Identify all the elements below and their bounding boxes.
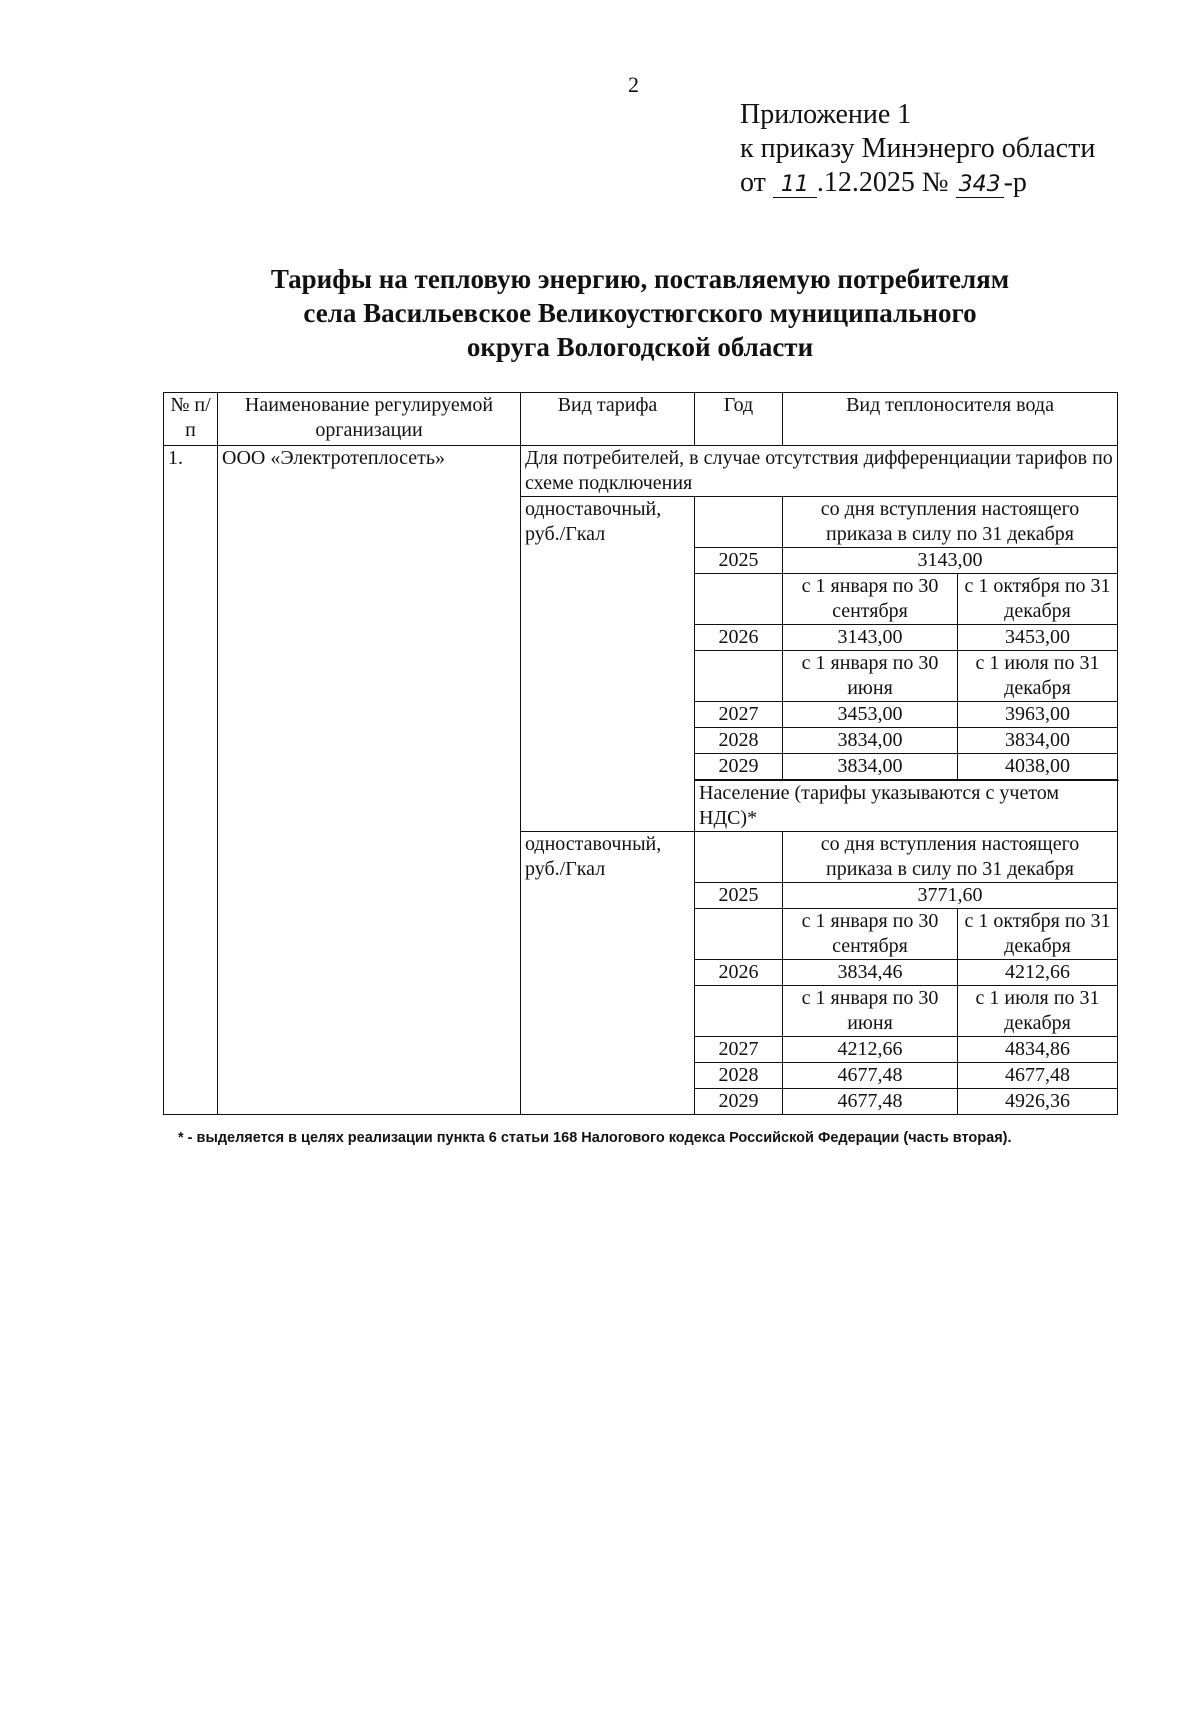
tariff-type: одноставочный, руб./Гкал [521,497,695,832]
period-header: с 1 января по 30 сентября [783,574,958,625]
title-line-2: села Васильевское Великоустюгского муниципального [303,298,977,328]
tariff-value: 3453,00 [783,702,958,728]
period-header: с 1 октября по 31 декабря [958,574,1118,625]
document-title [130,262,1150,364]
year-cell: 2029 [695,754,783,780]
section-title: Для потребителей, в случае отсутствия дифференциации тарифов по схеме подключения [521,446,1118,497]
footnote: * - выделяется в целях реализации пункта 6 статьи 168 Налогового кодекса Российской Федерации (часть вторая). [178,1130,1012,1146]
date-month-year: .12.2025 № [816,167,949,198]
table-header-row [164,393,1118,446]
header-org: Наименование регулируемой организации [218,393,521,446]
year-cell: 2025 [695,548,783,574]
tariff-table-body [164,393,1118,1115]
tariff-value: 4926,36 [958,1089,1118,1115]
period-header: со дня вступления настоящего приказа в силу по 31 декабря [783,497,1118,548]
tariff-value: 3963,00 [958,702,1118,728]
tariff-value: 4212,66 [958,960,1118,986]
handwritten-day: 11 [773,173,817,198]
period-header: с 1 июля по 31 декабря [958,986,1118,1037]
year-cell-empty [695,909,783,960]
year-cell: 2029 [695,1089,783,1115]
year-cell: 2026 [695,625,783,651]
period-header: с 1 октября по 31 декабря [958,909,1118,960]
header-type: Вид тарифа [521,393,695,446]
tariff-table [163,392,1118,1115]
year-cell-empty [695,986,783,1037]
header-num: № п/п [164,393,218,446]
tariff-value: 4834,86 [958,1037,1118,1063]
tariff-value: 3834,46 [783,960,958,986]
year-cell-empty [695,497,783,548]
handwritten-order-number: 343 [956,173,1004,198]
appendix-title: Приложение 1 [740,99,912,130]
row-number: 1. [164,446,218,1115]
period-header: с 1 июля по 31 декабря [958,651,1118,702]
tariff-value: 4038,00 [958,754,1118,780]
period-header: со дня вступления настоящего приказа в силу по 31 декабря [783,832,1118,883]
title-line-3: округа Вологодской области [466,332,814,362]
table-row [164,446,1118,497]
period-header: с 1 января по 30 июня [783,651,958,702]
section-title: Население (тарифы указываются с учетом НДС)* [695,781,1118,832]
title-line-1: Тарифы на тепловую энергию, поставляемую потребителям [270,264,1010,294]
tariff-value: 4212,66 [783,1037,958,1063]
tariff-value: 4677,48 [783,1089,958,1115]
order-suffix: -р [1003,167,1027,198]
appendix-header [740,98,1095,200]
period-header: с 1 января по 30 июня [783,986,958,1037]
tariff-type: одноставочный, руб./Гкал [521,832,695,1115]
year-cell-empty [695,574,783,625]
period-header: с 1 января по 30 сентября [783,909,958,960]
page-number: 2 [628,72,639,97]
tariff-value: 3834,00 [958,728,1118,754]
tariff-value: 3771,60 [783,883,1118,909]
header-carrier: Вид теплоносителя вода [783,393,1118,446]
tariff-value: 3834,00 [783,754,958,780]
year-cell: 2025 [695,883,783,909]
appendix-order-ref: к приказу Минэнерго области [740,133,1096,164]
year-cell: 2027 [695,702,783,728]
tariff-value: 3834,00 [783,728,958,754]
year-cell: 2028 [695,728,783,754]
year-cell: 2028 [695,1063,783,1089]
tariff-value: 3453,00 [958,625,1118,651]
year-cell: 2026 [695,960,783,986]
tariff-value: 3143,00 [783,548,1118,574]
year-cell: 2027 [695,1037,783,1063]
year-cell-empty [695,832,783,883]
header-year: Год [695,393,783,446]
tariff-value: 4677,48 [783,1063,958,1089]
appendix-order-date [740,166,1095,200]
year-cell-empty [695,651,783,702]
tariff-value: 4677,48 [958,1063,1118,1089]
organization-name: ООО «Электротеплосеть» [218,446,521,1115]
date-prefix: от [740,167,766,198]
tariff-value: 3143,00 [783,625,958,651]
